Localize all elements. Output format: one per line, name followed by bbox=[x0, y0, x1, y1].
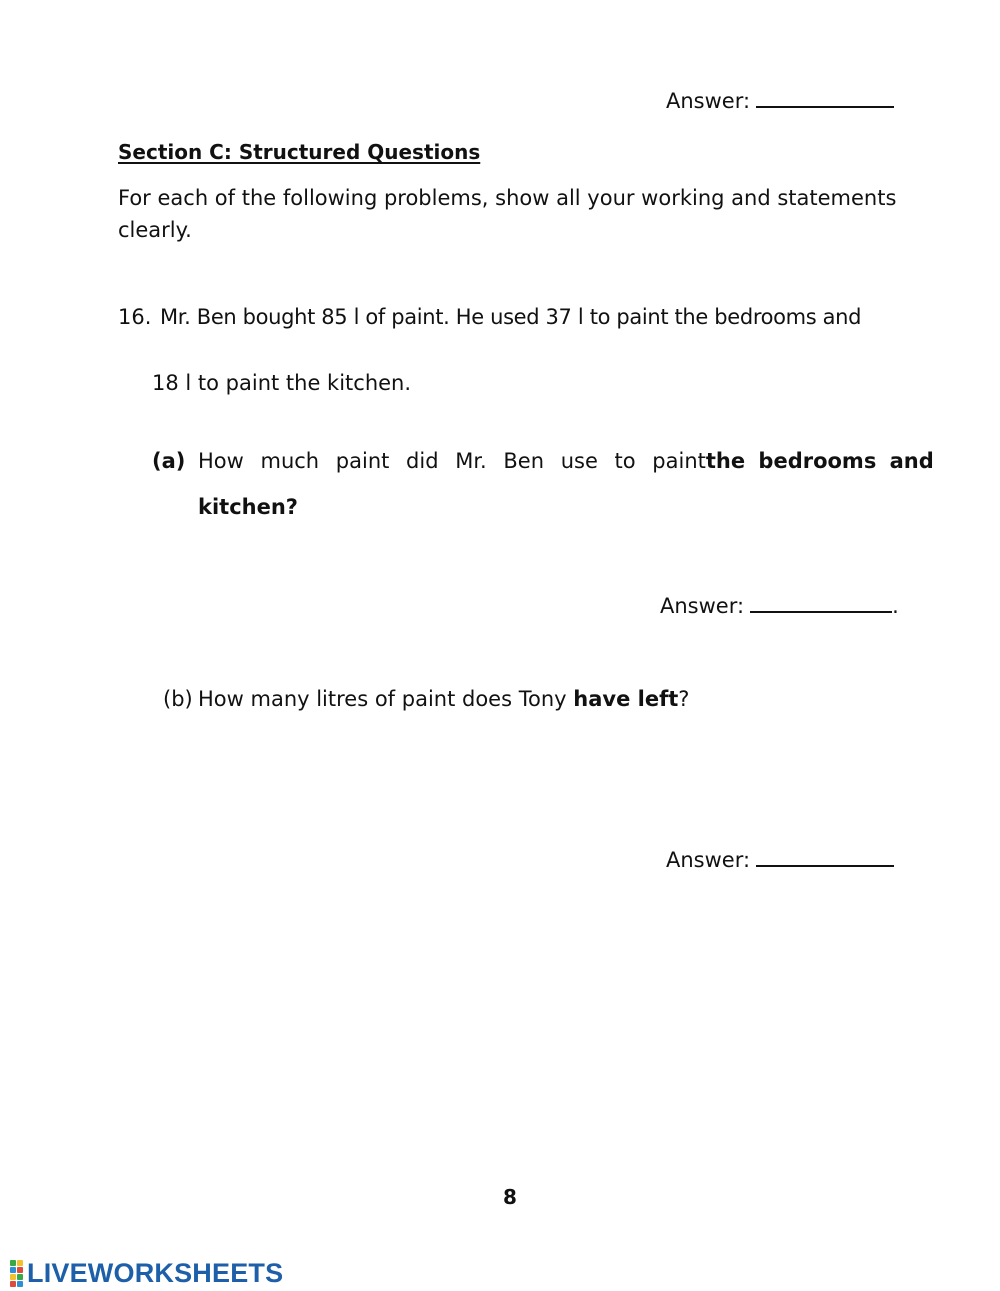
logo-text: LIVEWORKSHEETS bbox=[27, 1258, 284, 1288]
liveworksheets-logo bbox=[10, 1258, 283, 1289]
answer-blank[interactable] bbox=[756, 845, 894, 867]
part-a-label: (a) bbox=[152, 449, 186, 473]
logo-mark-icon bbox=[10, 1260, 23, 1287]
section-heading: Section C: Structured Questions bbox=[118, 140, 481, 164]
answer-line-b bbox=[666, 845, 894, 872]
part-b-text-end: ? bbox=[678, 687, 690, 711]
part-b-text-bold: have left bbox=[573, 687, 679, 711]
answer-blank[interactable] bbox=[756, 86, 894, 108]
part-b-text bbox=[198, 687, 689, 711]
question-line-1: Mr. Ben bought 85 l of paint. He used 37 l to paint the bedrooms and bbox=[160, 305, 862, 329]
answer-blank[interactable] bbox=[750, 591, 892, 613]
answer-line-top bbox=[666, 86, 894, 113]
question-number: 16. bbox=[118, 305, 152, 329]
page-number: 8 bbox=[503, 1185, 517, 1209]
part-a-text-plain: How much paint did Mr. Ben use to paint bbox=[198, 449, 706, 473]
part-b-label: (b) bbox=[163, 687, 193, 711]
instructions-line-1: For each of the following problems, show all your working and statements bbox=[118, 186, 897, 210]
answer-line-a bbox=[660, 591, 899, 618]
part-a-text bbox=[198, 449, 934, 473]
answer-label: Answer: bbox=[666, 89, 751, 113]
part-a-text-bold: the bedrooms and bbox=[705, 449, 934, 473]
answer-label: Answer: bbox=[666, 848, 751, 872]
answer-label: Answer: bbox=[660, 594, 745, 618]
question-line-2: 18 l to paint the kitchen. bbox=[152, 371, 412, 395]
part-b-text-plain: How many litres of paint does Tony bbox=[198, 687, 567, 711]
instructions-line-2: clearly. bbox=[118, 218, 192, 242]
answer-suffix: . bbox=[892, 594, 899, 618]
part-a-text-bold-line-2: kitchen? bbox=[198, 495, 298, 519]
